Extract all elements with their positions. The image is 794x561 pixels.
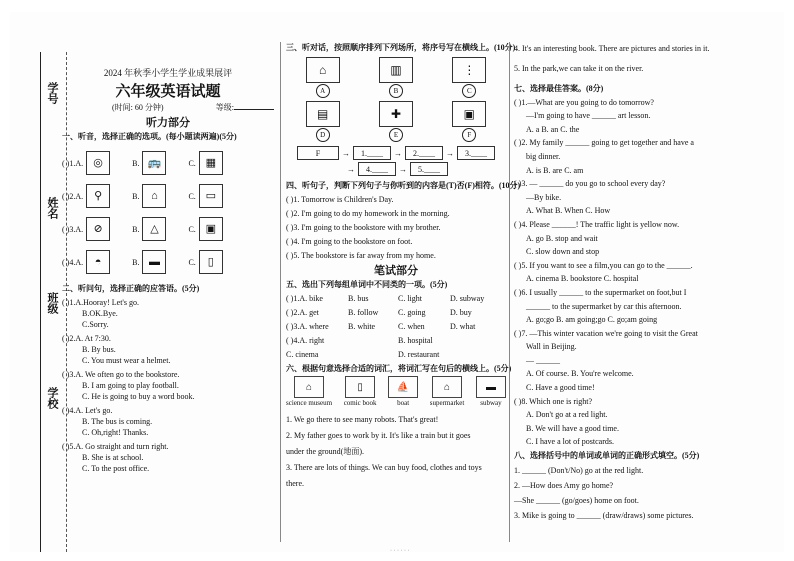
choice-option[interactable]: C. cinema	[286, 350, 319, 359]
fill-sentence: 5. In the park,we can take it on the river.	[514, 64, 644, 73]
question-number: ( )1.A.	[62, 158, 84, 168]
choice-line: ( )4. Please ______! The traffic light is yellow now.	[514, 219, 680, 229]
section-6-word-bank	[286, 376, 506, 409]
section-7-lines	[514, 97, 764, 448]
judge-item: ( )3. I'm going to the bookstore with my brother.	[286, 223, 441, 232]
choice-line: C. I have a lot of postcards.	[526, 437, 614, 447]
answer-option[interactable]: B.OK.Bye.	[82, 309, 118, 318]
judge-item: ( )2. I'm going to do my homework in the morning.	[286, 209, 450, 218]
helmet-icon[interactable]: ◓	[86, 250, 110, 274]
option-c-label: C.	[188, 158, 196, 168]
choice-line: ( )7. —This winter vacation we're going to visit the Great	[514, 328, 698, 338]
place-item[interactable]	[306, 101, 340, 142]
place-letter: C	[462, 84, 476, 98]
word-bank-item	[476, 376, 506, 409]
page-title: 六年级英语试题	[115, 84, 221, 100]
word-label: comic book	[343, 399, 377, 407]
column-divider-2	[509, 42, 510, 542]
flow-slot-1[interactable]: 1. ____	[353, 146, 391, 160]
choice-option[interactable]: B. bus	[348, 294, 369, 303]
choice-option[interactable]	[450, 349, 500, 360]
book-icon: ▯	[345, 376, 375, 398]
choice-row	[286, 307, 506, 318]
building-icon: ▥	[379, 57, 413, 83]
choice-option[interactable]: B. hospital	[398, 336, 433, 345]
section-5-title: 五、选出下列每组单词中不同类的一项。(5分)	[286, 280, 448, 289]
choice-option[interactable]: ( )2.A. get	[286, 308, 319, 317]
grade-label: 等级:	[215, 103, 234, 112]
choice-line: A. go B. stop and wait	[526, 233, 598, 243]
section-6-title: 六、根据句意选择合适的词汇，将词汇写在句后的横线上。(5分)	[286, 364, 512, 373]
choice-line: big dinner.	[526, 151, 561, 161]
traffic-light-icon: ⋮	[452, 57, 486, 83]
writing-heading: 笔试部分	[374, 265, 418, 277]
question-line: ( )3.A. We often go to the bookstore.	[62, 370, 180, 379]
word-label: subway	[480, 399, 502, 407]
time-note: (时间: 60 分钟)	[112, 103, 164, 112]
question-line: ( )5.A. Go straight and turn right.	[62, 442, 169, 451]
choice-line: A. a B. an C. the	[526, 124, 580, 134]
choice-line: — ______	[526, 355, 560, 365]
no-entry-icon[interactable]: ⊘	[86, 217, 110, 241]
listening-row	[62, 151, 274, 175]
phone-icon[interactable]: ▯	[199, 250, 223, 274]
section-3-places	[286, 57, 506, 142]
choice-option[interactable]: ( )3.A. where	[286, 322, 329, 331]
school-label: 学校	[46, 387, 58, 409]
flow-start: F	[297, 146, 339, 160]
judge-item: ( )5. The bookstore is far away from my home.	[286, 251, 436, 260]
choice-line: B. We will have a good time.	[526, 423, 619, 433]
fill-line: —She ______ (go/goes) home on foot.	[514, 496, 639, 506]
flow-slot-4[interactable]: 4. ____	[358, 162, 396, 176]
section-2-items	[62, 297, 274, 474]
place-letter: B	[389, 84, 403, 98]
choice-option[interactable]: D. buy	[450, 308, 472, 317]
bike-icon[interactable]: ⚲	[86, 184, 110, 208]
binding-line	[40, 52, 41, 552]
word-bank-item	[286, 376, 332, 409]
library-icon: ▤	[306, 101, 340, 127]
bus-icon[interactable]: 🚌	[142, 151, 166, 175]
listening-row	[62, 184, 274, 208]
place-letter: A	[316, 84, 330, 98]
choice-line: ( )1.—What are you going to do tomorrow?	[514, 97, 654, 107]
choice-option[interactable]: D. restaurant	[398, 350, 440, 359]
option-b-label: B.	[132, 257, 140, 267]
listening-heading: 听力部分	[146, 117, 190, 129]
answer-option[interactable]: B. By bus.	[82, 345, 116, 354]
bookstore-icon: ▣	[452, 101, 486, 127]
choice-option[interactable]: C. going	[398, 308, 426, 317]
choice-line: ______ to the supermarket by car this afternoon.	[526, 301, 682, 311]
choice-option[interactable]: C. when	[398, 322, 425, 331]
choice-line: Wall in Beijing.	[526, 342, 577, 352]
choice-option[interactable]	[348, 349, 398, 360]
museum-icon[interactable]: ⌂	[142, 184, 166, 208]
choice-line: ( )5. If you want to see a film,you can go to the ______.	[514, 260, 693, 270]
choice-line: C. Have a good time!	[526, 383, 595, 393]
choice-line: A. go;go B. am going;go C. go;am going	[526, 315, 658, 325]
choice-line: A. is B. are C. am	[526, 165, 584, 175]
class-label: 班级	[46, 292, 58, 314]
compass-icon[interactable]: ◎	[86, 151, 110, 175]
place-letter: D	[316, 128, 330, 142]
choice-line: A. Of course. B. You're welcome.	[526, 369, 634, 379]
choice-option[interactable]: B. follow	[348, 308, 379, 317]
choice-line: —I'm going to have ______ art lesson.	[526, 111, 651, 121]
section-6-more	[514, 43, 764, 74]
place-item[interactable]	[379, 101, 413, 142]
option-c-label: C.	[188, 224, 196, 234]
flow-slot-3[interactable]: 3. ____	[457, 146, 495, 160]
section-4-items	[286, 194, 506, 261]
flow-slot-5[interactable]: 5. ____	[410, 162, 448, 176]
grade-field[interactable]	[234, 109, 274, 110]
taxi-icon[interactable]: ▭	[199, 184, 223, 208]
section-3-title: 三、听对话，按照顺序排列下列场所，将序号写在横线上。(10分)	[286, 43, 516, 52]
choice-option[interactable]: D. subway	[450, 294, 485, 303]
option-c-label: C.	[188, 257, 196, 267]
name-label: 姓名	[46, 197, 58, 219]
choice-line: ( )6. I usually ______ to the supermarket on foot,but I	[514, 287, 687, 297]
shop-icon: ⌂	[432, 376, 462, 398]
listening-row	[62, 217, 274, 241]
answer-option[interactable]: B. The bus is coming.	[82, 417, 153, 426]
answer-option[interactable]: C. You must wear a helmet.	[82, 356, 171, 365]
answer-option[interactable]: B. She is at school.	[82, 453, 144, 462]
section-1-rows	[62, 151, 274, 274]
choice-line: A. What B. When C. How	[526, 206, 611, 216]
answer-option[interactable]: C. He is going to buy a word book.	[82, 392, 195, 401]
choice-option[interactable]	[450, 335, 500, 346]
footer-mark: · · · · · ·	[390, 548, 410, 554]
answer-option[interactable]: C. Oh,right! Thanks.	[82, 428, 149, 437]
order-flow: F → 1. ____ → 2. ____ → 3. ____	[286, 146, 506, 160]
fill-sentence: 3. There are lots of things. We can buy food, clothes and toys	[286, 463, 482, 472]
choice-line: A. Don't go at a red light.	[526, 410, 608, 420]
section-2-title: 二、听问句，选择正确的应答语。(5分)	[62, 284, 200, 293]
train-icon[interactable]: ▬	[142, 250, 166, 274]
choice-line: ( )3. — ______ do you go to school every day?	[514, 179, 666, 189]
listening-row	[62, 250, 274, 274]
word-label: boat	[397, 399, 410, 407]
answer-option[interactable]: B. I am going to play football.	[82, 381, 179, 390]
shop-icon: ⌂	[306, 57, 340, 83]
section-7-title: 七、选择最佳答案。(8分)	[514, 84, 604, 93]
option-c-label: C.	[188, 191, 196, 201]
choice-option[interactable]: B. white	[348, 322, 376, 331]
word-label: science museum	[286, 399, 333, 407]
map-icon[interactable]: ▦	[199, 151, 223, 175]
question-number: ( )3.A.	[62, 224, 84, 234]
question-number: ( )2.A.	[62, 191, 84, 201]
fill-sentence: 2. My father goes to work by it. It's like a train but it goes	[286, 431, 471, 440]
place-item[interactable]	[452, 101, 486, 142]
answer-option[interactable]: C.Sorry.	[82, 320, 109, 329]
word-bank-item	[388, 376, 418, 409]
question-line: ( )1.A.Hooray! Let's go.	[62, 298, 139, 307]
place-item[interactable]	[379, 57, 413, 98]
place-item[interactable]	[452, 57, 486, 98]
train-icon: ▬	[476, 376, 506, 398]
choice-option[interactable]	[348, 335, 398, 346]
word-bank-item	[430, 376, 465, 409]
choice-option[interactable]: C. light	[398, 294, 423, 303]
choice-row	[286, 293, 506, 304]
question-number: ( )4.A.	[62, 257, 84, 267]
section-1-title: 一、听音，选择正确的选项。(每小题读两遍)(5分)	[62, 132, 237, 141]
column-2	[286, 40, 521, 494]
fill-sentence: there.	[286, 479, 304, 488]
hospital-icon: ✚	[379, 101, 413, 127]
choice-line: ( )2. My family ______ going to get together and have a	[514, 138, 694, 148]
exam-name: 2024 年秋季小学生学业成果展评	[103, 68, 233, 78]
place-letter: E	[389, 128, 403, 142]
choice-option[interactable]: ( )4.A. right	[286, 336, 325, 345]
boat-icon: ⛵	[388, 376, 418, 398]
question-line: ( )2.A. At 7:30.	[62, 334, 111, 343]
bookstore-sign-icon[interactable]: ▣	[199, 217, 223, 241]
column-3	[514, 40, 764, 525]
fill-line: 2. —How does Amy go home?	[514, 481, 614, 491]
question-line: ( )4.A. Let's go.	[62, 406, 113, 415]
section-8-title: 八、选择括号中的单词或单词的正确形式填空。(5分)	[514, 451, 700, 461]
choice-line: A. cinema B. bookstore C. hospital	[526, 274, 639, 284]
choice-option[interactable]: D. what	[450, 322, 476, 331]
fill-sentence: under the ground(地面).	[286, 447, 364, 456]
fill-line: 1. ______ (Don't/No) go at the red light.	[514, 466, 644, 476]
flow-slot-2[interactable]: 2. ____	[405, 146, 443, 160]
fill-sentence: 4. It's an interesting book. There are pictures and stories in it.	[514, 44, 710, 53]
judge-item: ( )4. I'm going to the bookstore on foot.	[286, 237, 413, 246]
section-5-items	[286, 293, 506, 360]
section-4-title: 四、听句子，判断下列句子与你听到的内容是(T)否(F)相符。(10分)	[286, 181, 521, 190]
choice-row	[286, 349, 506, 360]
word-label: supermarket	[429, 399, 465, 407]
student-id-label: 学号	[46, 82, 58, 104]
choice-option[interactable]: ( )1.A. bike	[286, 294, 323, 303]
museum-icon: ⌂	[294, 376, 324, 398]
section-8-lines	[514, 465, 764, 521]
section-6-sentences	[286, 414, 506, 489]
order-flow-2: → 4. ____ → 5. ____	[286, 162, 506, 176]
option-b-label: B.	[132, 224, 140, 234]
warning-sign-icon[interactable]: △	[142, 217, 166, 241]
judge-item: ( )1. Tomorrow is Children's Day.	[286, 195, 394, 204]
fill-line: 3. Mike is going to ______ (draw/draws) some pictures.	[514, 511, 694, 521]
column-1	[62, 40, 274, 474]
choice-line: —By bike.	[526, 192, 562, 202]
option-b-label: B.	[132, 191, 140, 201]
choice-row	[286, 335, 506, 346]
option-b-label: B.	[132, 158, 140, 168]
place-item[interactable]	[306, 57, 340, 98]
place-letter: F	[462, 128, 476, 142]
column-divider-1	[280, 42, 281, 542]
fill-sentence: 1. We go there to see many robots. That's great!	[286, 415, 439, 424]
choice-row	[286, 321, 506, 332]
choice-line: C. slow down and stop	[526, 247, 600, 257]
word-bank-item	[344, 376, 377, 409]
answer-option[interactable]: C. To the post office.	[82, 464, 150, 473]
choice-line: ( )8. Which one is right?	[514, 396, 593, 406]
